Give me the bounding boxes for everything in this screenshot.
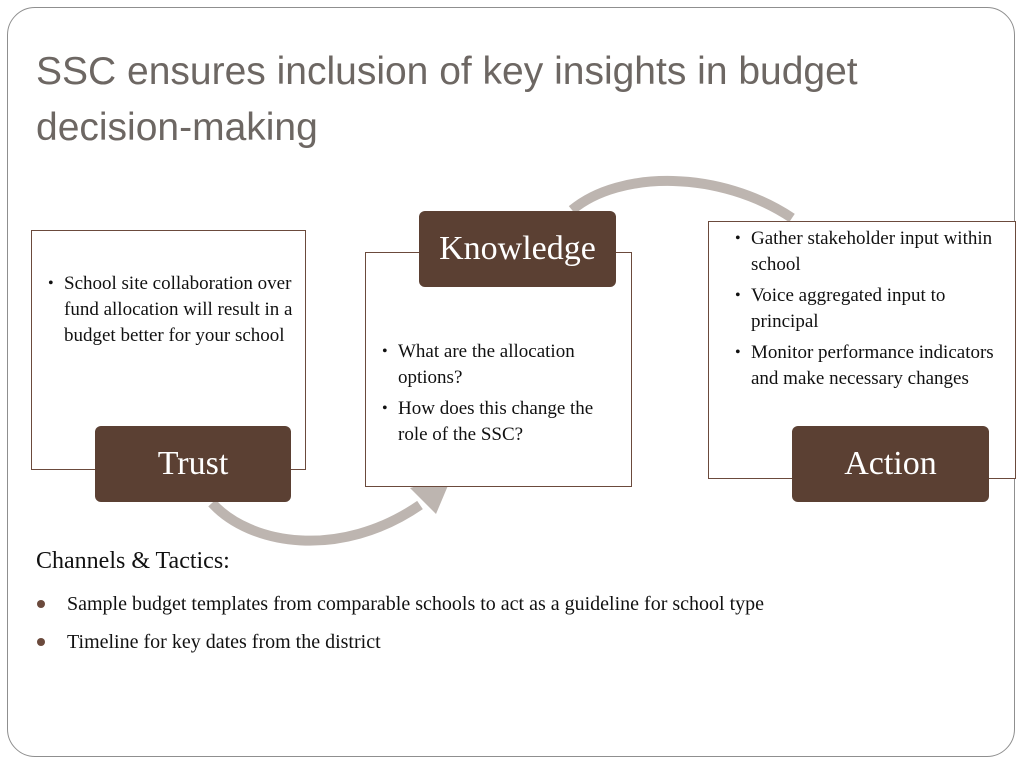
knowledge-label: Knowledge <box>419 211 616 287</box>
knowledge-box <box>365 252 632 487</box>
action-bullet: • Voice aggregated input to principal <box>729 283 1014 335</box>
trust-bullets <box>42 271 297 354</box>
cycle-arrow-lower <box>212 503 420 541</box>
slide-title: SSC ensures inclusion of key insights in budget decision-making <box>36 50 858 149</box>
channels-heading: Channels & Tactics: <box>36 548 230 574</box>
channels-item <box>36 590 764 618</box>
bullet-dot-icon <box>37 600 45 608</box>
trust-bullet: • School site collaboration over fund allocation will result in a budget better for your school <box>42 271 297 349</box>
bullet-dot-icon <box>37 638 45 646</box>
knowledge-bullet: • What are the allocation options? <box>376 339 626 391</box>
channels-list <box>36 590 764 666</box>
channels-item-text: Timeline for key dates from the district <box>67 631 381 653</box>
trust-label: Trust <box>95 426 291 502</box>
channels-item <box>36 628 764 656</box>
knowledge-bullet: • How does this change the role of the SSC? <box>376 396 626 448</box>
knowledge-bullets <box>376 339 626 453</box>
action-bullet: • Monitor performance indicators and make necessary changes <box>729 340 1014 392</box>
channels-item-text: Sample budget templates from comparable schools to act as a guideline for school type <box>67 593 765 615</box>
action-bullet: • Gather stakeholder input within school <box>729 226 1014 278</box>
action-label: Action <box>792 426 989 502</box>
action-bullets <box>729 226 1014 397</box>
